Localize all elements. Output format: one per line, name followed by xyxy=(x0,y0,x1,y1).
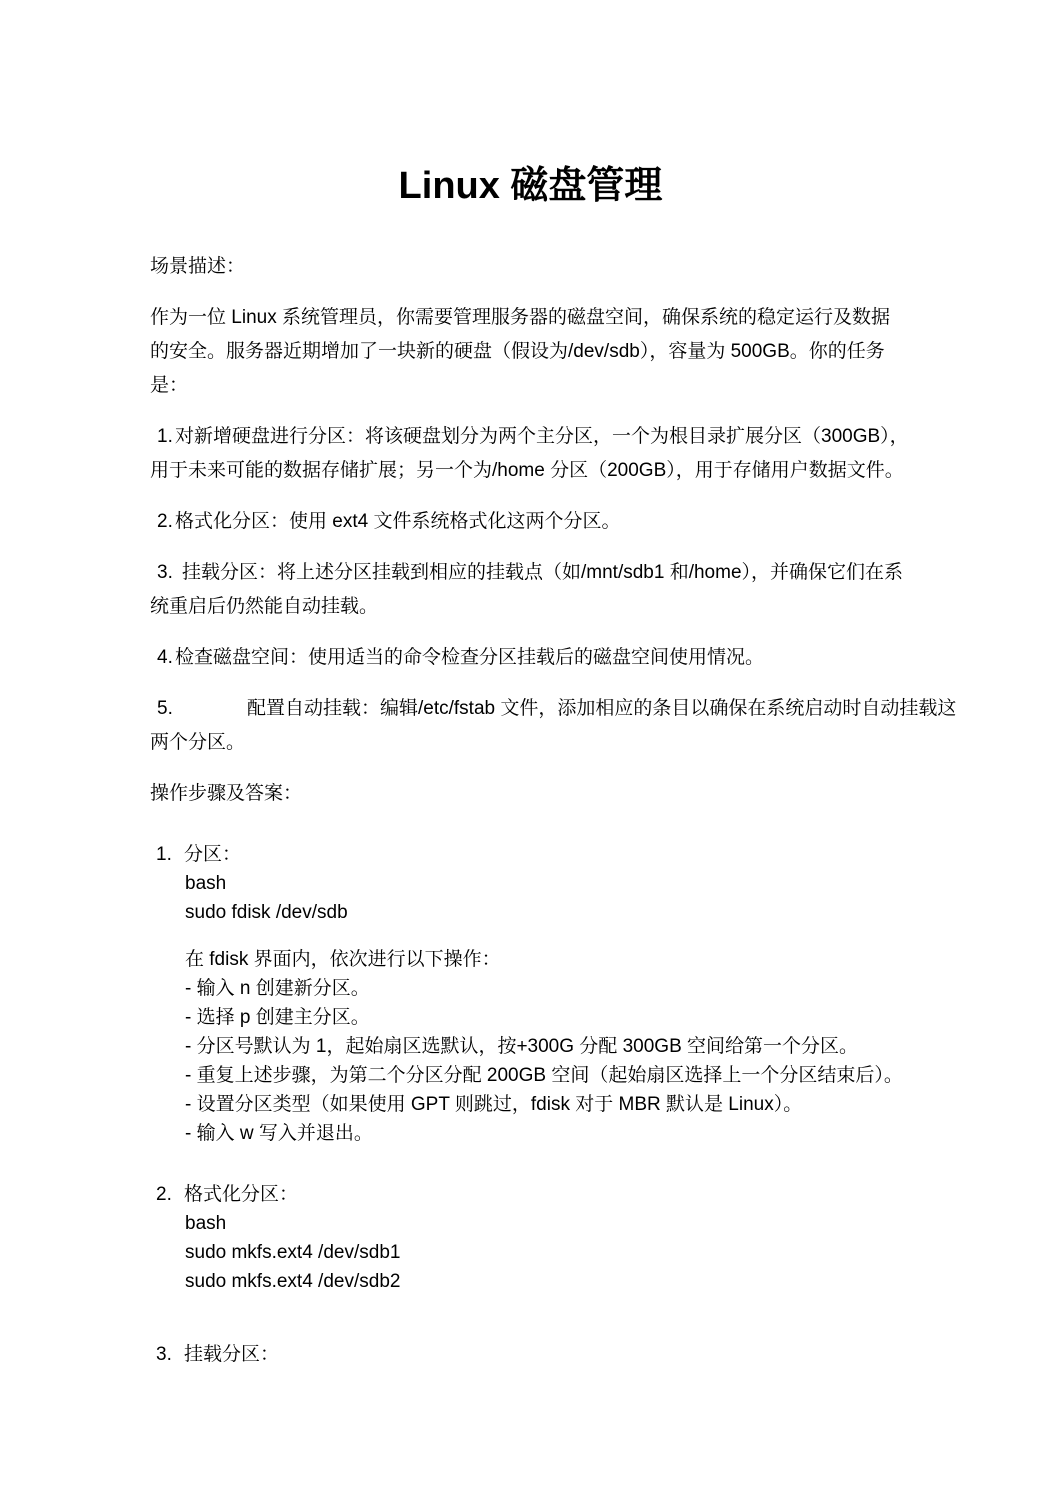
task-number: 4. xyxy=(157,647,173,668)
task-item-2 xyxy=(150,505,911,539)
answer-item-number: 1. xyxy=(156,844,172,865)
bullet-line: - 输入 n 创建新分区。 xyxy=(185,978,370,999)
answer-item-label: 分区： xyxy=(184,844,242,865)
task-text: 挂载分区：将上述分区挂载到相应的挂载点（如/mnt/sdb1 和/home），并确保它们在系 xyxy=(182,562,904,583)
bullet-line: - 分区号默认为 1，起始扇区选默认，按+300G 分配 300GB 空间给第一个分区。 xyxy=(185,1036,859,1057)
task-line: 用于未来可能的数据存储扩展；另一个为/home 分区（200GB），用于存储用户数据文件。 xyxy=(150,460,904,481)
code-line: sudo mkfs.ext4 /dev/sdb2 xyxy=(185,1271,401,1292)
code-line: bash xyxy=(185,1213,227,1234)
paragraph-line: 的安全。服务器近期增加了一块新的硬盘（假设为/dev/sdb），容量为 500GB。你的任务 xyxy=(150,341,885,362)
scenario-heading: 场景描述： xyxy=(150,256,246,277)
task-number: 1. xyxy=(157,426,173,447)
answer-item-label: 挂载分区： xyxy=(184,1344,280,1365)
bullet-line: - 设置分区类型（如果使用 GPT 则跳过，fdisk 对于 MBR 默认是 Linux）。 xyxy=(185,1094,803,1115)
steps-heading: 操作步骤及答案： xyxy=(150,783,303,804)
answer-item-number: 2. xyxy=(156,1184,172,1205)
task-text: 配置自动挂载：编辑/etc/fstab 文件，添加相应的条目以确保在系统启动时自动挂载这 xyxy=(247,698,957,719)
paragraph-line: 是： xyxy=(150,375,189,396)
task-line: 两个分区。 xyxy=(150,732,246,753)
answer-item-2 xyxy=(150,1180,911,1296)
code-line: sudo fdisk /dev/sdb xyxy=(185,902,348,923)
task-item-5 xyxy=(150,692,957,760)
task-text: 格式化分区：使用 ext4 文件系统格式化这两个分区。 xyxy=(175,511,621,532)
answer-item-1 xyxy=(150,840,911,927)
answer-item-line xyxy=(150,1340,911,1369)
code-line: bash xyxy=(185,873,227,894)
bullet-line: - 输入 w 写入并退出。 xyxy=(185,1123,373,1144)
code-line: sudo mkfs.ext4 /dev/sdb1 xyxy=(185,1242,401,1263)
answer-item-3 xyxy=(150,1340,911,1369)
bullet-line: - 选择 p 创建主分区。 xyxy=(185,1007,370,1028)
task-line: 统重启后仍然能自动挂载。 xyxy=(150,596,379,617)
answer-item-label: 格式化分区： xyxy=(184,1184,299,1205)
task-line xyxy=(150,641,911,675)
task-number: 3. xyxy=(157,562,173,583)
answer-item-line xyxy=(150,840,911,869)
paragraph-line: 作为一位 Linux 系统管理员，你需要管理服务器的磁盘空间，确保系统的稳定运行及数据 xyxy=(150,307,890,328)
task-number: 2. xyxy=(157,511,173,532)
task-text: 对新增硬盘进行分区：将该硬盘划分为两个主分区，一个为根目录扩展分区（300GB）， xyxy=(175,426,909,447)
task-line xyxy=(150,420,911,454)
bullet-line: - 重复上述步骤，为第二个分区分配 200GB 空间（起始扇区选择上一个分区结束后）。 xyxy=(185,1065,903,1086)
task-item-3 xyxy=(150,556,911,624)
instruction-line: 在 fdisk 界面内，依次进行以下操作： xyxy=(185,949,501,970)
scenario-paragraph xyxy=(150,301,911,403)
answer-item-number: 3. xyxy=(156,1344,172,1365)
answer-item-line xyxy=(150,1180,911,1209)
task-line xyxy=(150,556,911,590)
task-line xyxy=(150,692,957,726)
task-line xyxy=(150,505,911,539)
task-text: 检查磁盘空间：使用适当的命令检查分区挂载后的磁盘空间使用情况。 xyxy=(175,647,765,668)
task-number: 5. xyxy=(157,698,173,719)
task-item-4 xyxy=(150,641,911,675)
fdisk-instructions xyxy=(150,945,911,1148)
task-item-1 xyxy=(150,420,911,488)
page-title: Linux 磁盘管理 xyxy=(398,165,663,207)
